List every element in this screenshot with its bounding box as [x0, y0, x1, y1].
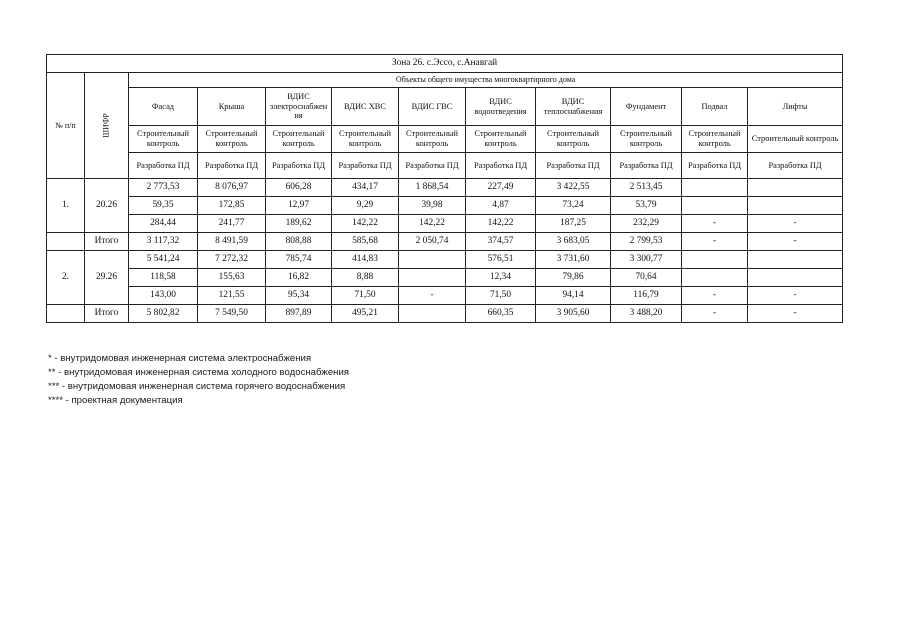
cost-cell: 121,55 — [198, 287, 266, 305]
cost-cell: 3 731,60 — [536, 251, 611, 269]
cost-cell: 73,24 — [536, 197, 611, 215]
cost-cell: - — [748, 215, 843, 233]
cost-cell: 7 272,32 — [198, 251, 266, 269]
cost-cell: 142,22 — [399, 215, 466, 233]
work-type-control: Строительный контроль — [466, 126, 536, 153]
total-label: Итого — [85, 233, 129, 251]
work-type-design: Разработка ПД — [536, 153, 611, 179]
cost-cell: 1 868,54 — [399, 179, 466, 197]
cost-cell: 70,64 — [611, 269, 682, 287]
cost-cell — [748, 269, 843, 287]
cost-cell: 71,50 — [466, 287, 536, 305]
cost-cell — [748, 197, 843, 215]
cost-cell: 606,28 — [266, 179, 332, 197]
cost-table — [46, 54, 843, 323]
work-type-control: Строительный контроль — [748, 126, 843, 153]
work-type-design: Разработка ПД — [129, 153, 198, 179]
work-type-control: Строительный контроль — [682, 126, 748, 153]
cost-cell: 95,34 — [266, 287, 332, 305]
cost-cell: 284,44 — [129, 215, 198, 233]
work-type-design: Разработка ПД — [399, 153, 466, 179]
total-cell: - — [748, 305, 843, 323]
cost-cell: 155,63 — [198, 269, 266, 287]
cost-cell: 8 076,97 — [198, 179, 266, 197]
cost-cell — [682, 197, 748, 215]
cost-cell: 3 300,77 — [611, 251, 682, 269]
total-cell — [399, 305, 466, 323]
cost-cell — [748, 179, 843, 197]
cost-cell: 3 422,55 — [536, 179, 611, 197]
work-design-row — [47, 153, 843, 179]
cost-cell: 118,58 — [129, 269, 198, 287]
cost-cell: 9,29 — [332, 197, 399, 215]
cost-cell: 2 513,45 — [611, 179, 682, 197]
cost-cell: 414,83 — [332, 251, 399, 269]
cost-cell: 79,86 — [536, 269, 611, 287]
category-header: ВДИС ГВС — [399, 88, 466, 126]
category-header: Лифты — [748, 88, 843, 126]
work-type-control: Строительный контроль — [611, 126, 682, 153]
work-type-design: Разработка ПД — [682, 153, 748, 179]
row-cipher: 20.26 — [85, 179, 129, 233]
category-header: Фасад — [129, 88, 198, 126]
total-cell: - — [748, 233, 843, 251]
cost-cell: 172,85 — [198, 197, 266, 215]
category-header: ВДИС водоотведения — [466, 88, 536, 126]
cost-cell: - — [748, 287, 843, 305]
work-type-design: Разработка ПД — [611, 153, 682, 179]
row-number: 1. — [47, 179, 85, 233]
cost-cell: 59,35 — [129, 197, 198, 215]
header-cipher: ШИФР — [85, 73, 129, 179]
row-cipher: 29.26 — [85, 251, 129, 305]
footnote: * - внутридомовая инженерная система электроснабжения — [48, 353, 312, 364]
cost-cell — [682, 269, 748, 287]
category-header: Крыша — [198, 88, 266, 126]
total-cell: 897,89 — [266, 305, 332, 323]
total-cell: 660,35 — [466, 305, 536, 323]
row-number: 2. — [47, 251, 85, 305]
work-control-row — [47, 126, 843, 153]
work-type-design: Разработка ПД — [332, 153, 399, 179]
cost-cell: 434,17 — [332, 179, 399, 197]
cost-cell — [682, 179, 748, 197]
cost-cell: 116,79 — [611, 287, 682, 305]
cost-cell: 94,14 — [536, 287, 611, 305]
work-type-control: Строительный контроль — [536, 126, 611, 153]
total-row — [47, 233, 843, 251]
footnote: **** - проектная документация — [48, 395, 183, 406]
footnote: ** - внутридомовая инженерная система холодного водоснабжения — [48, 367, 350, 378]
total-spacer — [47, 233, 85, 251]
total-cell: 3 488,20 — [611, 305, 682, 323]
cost-cell: 12,34 — [466, 269, 536, 287]
work-type-control: Строительный контроль — [399, 126, 466, 153]
total-row — [47, 305, 843, 323]
cost-cell: 4,87 — [466, 197, 536, 215]
cost-cell: 53,79 — [611, 197, 682, 215]
work-type-design: Разработка ПД — [748, 153, 843, 179]
category-header: Фундамент — [611, 88, 682, 126]
total-cell: 2 050,74 — [399, 233, 466, 251]
total-cell: 8 491,59 — [198, 233, 266, 251]
work-type-control: Строительный контроль — [129, 126, 198, 153]
total-label: Итого — [85, 305, 129, 323]
cost-cell: 5 541,24 — [129, 251, 198, 269]
cost-cell: 2 773,53 — [129, 179, 198, 197]
total-cell: 3 683,05 — [536, 233, 611, 251]
table-row — [47, 287, 843, 305]
cost-cell: 143,00 — [129, 287, 198, 305]
work-type-control: Строительный контроль — [332, 126, 399, 153]
table-row — [47, 269, 843, 287]
category-header: Подвал — [682, 88, 748, 126]
cost-cell: 227,49 — [466, 179, 536, 197]
total-cell: 3 117,32 — [129, 233, 198, 251]
total-cell: 5 802,82 — [129, 305, 198, 323]
cost-cell — [682, 251, 748, 269]
cost-cell: 39,98 — [399, 197, 466, 215]
category-header: ВДИС теплоснабжения — [536, 88, 611, 126]
category-header: ВДИС ХВС — [332, 88, 399, 126]
cost-cell: 142,22 — [332, 215, 399, 233]
cost-cell: 187,25 — [536, 215, 611, 233]
cost-cell: 785,74 — [266, 251, 332, 269]
cost-cell: 576,51 — [466, 251, 536, 269]
total-cell: 7 549,50 — [198, 305, 266, 323]
total-cell: - — [682, 305, 748, 323]
total-cell: - — [682, 233, 748, 251]
cost-cell — [399, 269, 466, 287]
work-type-design: Разработка ПД — [466, 153, 536, 179]
category-header: ВДИС электроснабжен ия — [266, 88, 332, 126]
header-num: № п/п — [47, 73, 85, 179]
cost-cell — [748, 251, 843, 269]
cost-cell — [399, 251, 466, 269]
cost-cell: - — [399, 287, 466, 305]
table-row — [47, 251, 843, 269]
table-row — [47, 197, 843, 215]
work-type-design: Разработка ПД — [198, 153, 266, 179]
zone-title: Зона 26. с.Эссо, с.Анавгай — [47, 55, 843, 73]
total-cell: 585,68 — [332, 233, 399, 251]
table-row — [47, 215, 843, 233]
total-cell: 2 799,53 — [611, 233, 682, 251]
cost-cell: 12,97 — [266, 197, 332, 215]
cost-cell: 189,62 — [266, 215, 332, 233]
work-type-control: Строительный контроль — [266, 126, 332, 153]
cost-cell: 232,29 — [611, 215, 682, 233]
footnote: *** - внутридомовая инженерная система горячего водоснабжения — [48, 381, 346, 392]
cost-cell: 16,82 — [266, 269, 332, 287]
work-type-design: Разработка ПД — [266, 153, 332, 179]
total-cell: 3 905,60 — [536, 305, 611, 323]
total-cell: 808,88 — [266, 233, 332, 251]
total-spacer — [47, 305, 85, 323]
objects-title: Объекты общего имущества многоквартирного дома — [129, 73, 843, 88]
cost-cell: 241,77 — [198, 215, 266, 233]
cost-cell: 71,50 — [332, 287, 399, 305]
total-cell: 495,21 — [332, 305, 399, 323]
cost-cell: 142,22 — [466, 215, 536, 233]
footnotes — [48, 352, 349, 408]
cost-cell: - — [682, 287, 748, 305]
table-row — [47, 179, 843, 197]
total-cell: 374,57 — [466, 233, 536, 251]
cost-cell: 8,88 — [332, 269, 399, 287]
category-header-row — [47, 88, 843, 126]
work-type-control: Строительный контроль — [198, 126, 266, 153]
cost-cell: - — [682, 215, 748, 233]
